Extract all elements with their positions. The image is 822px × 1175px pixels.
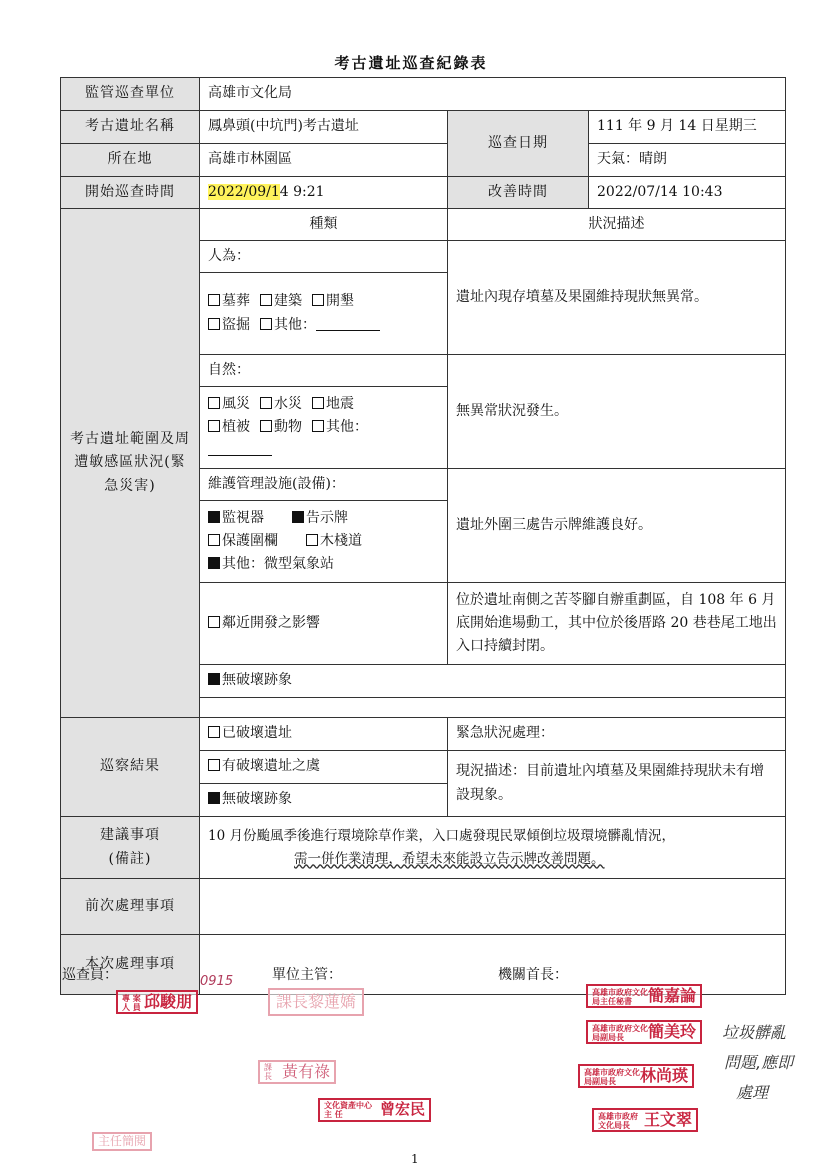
human-desc: 遺址內現存墳墓及果園維持現狀無異常。 — [448, 241, 786, 355]
nearby-development: 鄰近開發之影響 — [200, 583, 448, 665]
nature-options: 風災 水災 地震 植被 動物 其他： — [200, 387, 448, 469]
facility-options: 監視器 告示牌 保護圍欄 木棧道 其他：微型氣象站 — [200, 501, 448, 583]
patrol-date-value: 111 年 9 月 14 日星期三 — [589, 111, 786, 144]
improve-time-value: 2022/07/14 10:43 — [589, 177, 786, 209]
checkbox-nearby[interactable] — [208, 616, 220, 628]
site-name-label: 考古遺址名稱 — [61, 111, 200, 144]
facility-desc: 遺址外圍三處告示牌維護良好。 — [448, 469, 786, 583]
checkbox-nature-other[interactable] — [312, 420, 324, 432]
human-options: 墓葬 建築 開墾 盜掘 其他： — [200, 273, 448, 355]
col-desc-header: 狀況描述 — [448, 209, 786, 241]
prev-actions-value — [200, 879, 786, 935]
checkbox-looting[interactable] — [208, 318, 220, 330]
stamp-section-chief: 課長黎蓮嬌 — [268, 988, 364, 1016]
no-damage-row: 無破壞跡象 — [200, 665, 786, 698]
suggestion-text: 10 月份颱風季後進行環境除草作業，入口處發現民眾傾倒垃圾環境髒亂情況， 需一併作業清理，希望未來能設立告示牌改善問題。 — [200, 817, 786, 879]
nature-heading: 自然： — [200, 355, 448, 387]
result-desc: 現況描述：目前遺址內墳墓及果園維持現狀未有增設現象。 — [448, 751, 786, 817]
facility-heading: 維護管理設施(設備)： — [200, 469, 448, 501]
checkbox-destroyed[interactable] — [208, 726, 220, 738]
this-actions-label: 本次處理事項 — [61, 935, 200, 995]
stamp-center-director: 文化資產中心 主 任 曾宏民 — [318, 1098, 431, 1122]
stamp-inspector: 專 案 人 員 邱駿朋 — [116, 990, 198, 1014]
stamp-secretary: 高雄市政府文化局主任秘書 簡嘉論 — [586, 984, 702, 1008]
unit-label: 監管巡查單位 — [61, 78, 200, 111]
checkbox-no-damage-checked[interactable] — [208, 673, 220, 685]
nature-desc: 無異常狀況發生。 — [448, 355, 786, 469]
result-label: 巡察結果 — [61, 718, 200, 817]
suggestion-label: 建議事項 (備註) — [61, 817, 200, 879]
stamp-director-review: 主任簡閱 — [92, 1132, 152, 1151]
checkbox-risk[interactable] — [208, 759, 220, 771]
site-name-value: 鳳鼻頭(中坑門)考古遺址 — [200, 111, 448, 144]
blank-line — [208, 443, 272, 456]
result-option-risk: 有破壞遺址之虞 — [200, 751, 448, 784]
emergency-label: 緊急狀況處理： — [448, 718, 786, 751]
start-time-label: 開始巡查時間 — [61, 177, 200, 209]
prev-actions-label: 前次處理事項 — [61, 879, 200, 935]
checkbox-human-other[interactable] — [260, 318, 272, 330]
result-option-destroyed: 已破壞遺址 — [200, 718, 448, 751]
checkbox-building[interactable] — [260, 294, 272, 306]
page-number: 1 — [411, 1152, 419, 1166]
checkbox-fence[interactable] — [208, 534, 220, 546]
checkbox-none-checked[interactable] — [208, 792, 220, 804]
result-option-none: 無破壞跡象 — [200, 784, 448, 817]
handwritten-note-1: 垃圾髒亂 — [722, 1023, 787, 1042]
improve-time-label: 改善時間 — [448, 177, 589, 209]
checkbox-cctv-checked[interactable] — [208, 511, 220, 523]
start-time-value — [200, 177, 448, 209]
patrol-record-table — [60, 77, 786, 995]
checkbox-boardwalk[interactable] — [306, 534, 318, 546]
weather-value: 天氣：晴朗 — [589, 144, 786, 177]
checkbox-facility-other-checked[interactable] — [208, 557, 220, 569]
checkbox-flood[interactable] — [260, 397, 272, 409]
handwritten-date: 0915 — [200, 974, 234, 989]
form-title: 考古遺址巡查紀錄表 — [334, 54, 488, 72]
stamp-director: 高雄市政府文化局長 王文翠 — [592, 1108, 698, 1132]
stamp-deputy-2: 高雄市政府文化局副局長 林尚瑛 — [578, 1064, 694, 1088]
nearby-desc: 位於遺址南側之苦苓腳自辦重劃區，自 108 年 6 月底開始進場動工，其中位於後厝路 20 巷巷尾工地出入口持續封閉。 — [448, 583, 786, 665]
unit-value: 高雄市文化局 — [200, 78, 786, 111]
checkbox-earthquake[interactable] — [312, 397, 324, 409]
col-type-header: 種類 — [200, 209, 448, 241]
location-label: 所在地 — [61, 144, 200, 177]
stamp-deputy-1: 高雄市政府文化局副局長 簡美玲 — [586, 1020, 702, 1044]
handwritten-note-3: 處理 — [736, 1083, 769, 1102]
checkbox-animal[interactable] — [260, 420, 272, 432]
section-label: 考古遺址範圍及周遭敏感區狀況(緊急災害) — [61, 209, 200, 718]
inspector-label: 巡查員： — [62, 967, 118, 983]
checkbox-tomb[interactable] — [208, 294, 220, 306]
checkbox-typhoon[interactable] — [208, 397, 220, 409]
checkbox-reclaim[interactable] — [312, 294, 324, 306]
signature-area — [0, 964, 822, 1175]
spacer-row — [200, 698, 786, 718]
blank-line — [316, 318, 380, 331]
start-time-rest: 4 9:21 — [279, 183, 325, 200]
handwritten-note-2: 問題,應即 — [724, 1053, 794, 1072]
checkbox-signboard-checked[interactable] — [292, 511, 304, 523]
location-value: 高雄市林園區 — [200, 144, 448, 177]
stamp-section-chief-2: 課 長 黃有祿 — [258, 1060, 336, 1084]
human-heading: 人為： — [200, 241, 448, 273]
head-label: 機關首長： — [498, 967, 568, 983]
patrol-date-label: 巡查日期 — [448, 111, 589, 177]
supervisor-label: 單位主管： — [272, 967, 342, 983]
start-time-highlight: 2022/09/1 — [208, 183, 280, 200]
checkbox-vegetation[interactable] — [208, 420, 220, 432]
